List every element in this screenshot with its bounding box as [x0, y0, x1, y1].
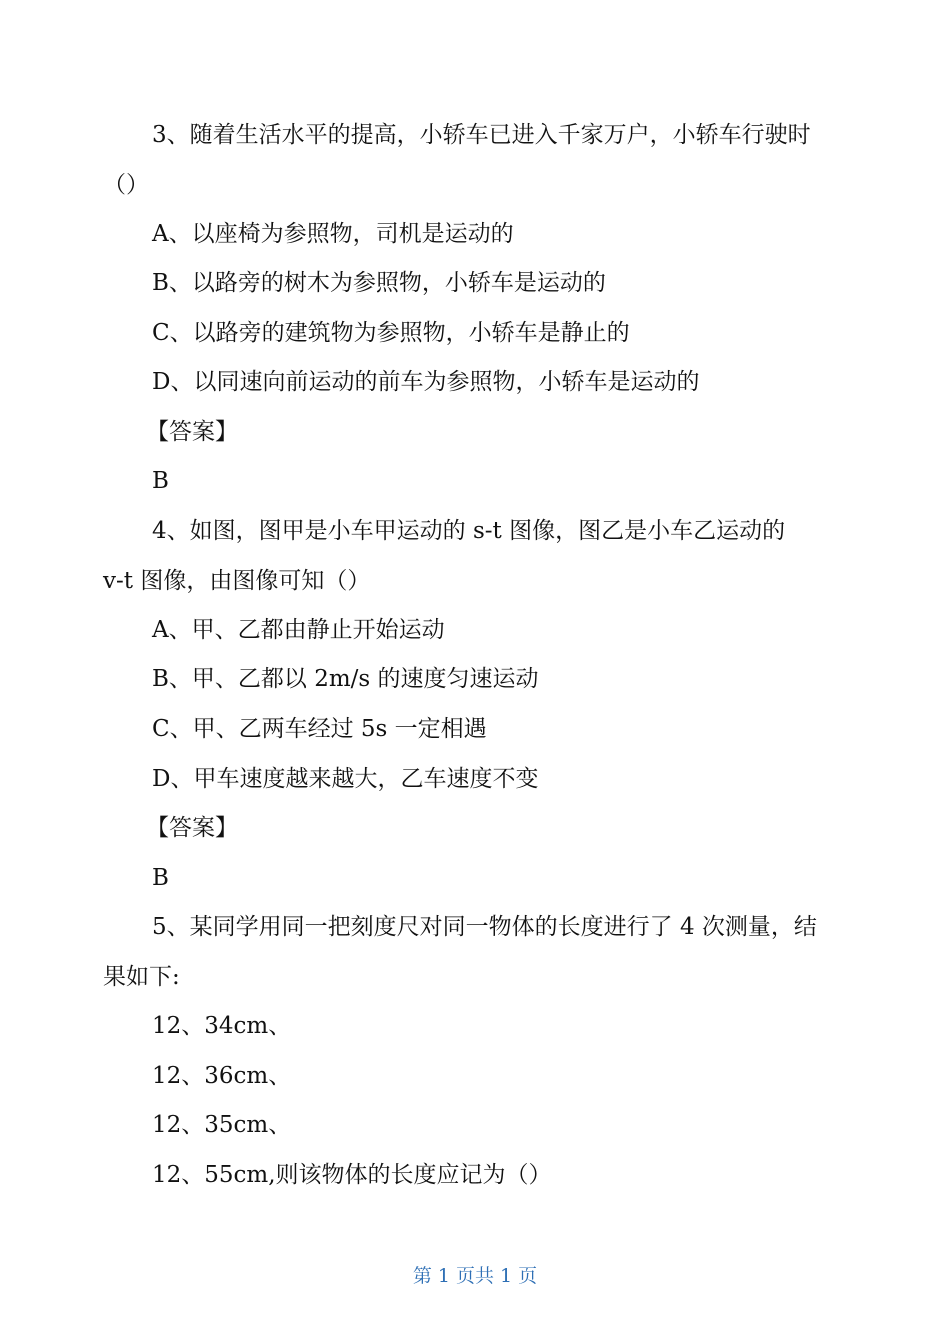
question-3-option-d: D、以同速向前运动的前车为参照物，小轿车是运动的 [152, 369, 700, 395]
question-3-answer: B [152, 468, 169, 494]
question-4-answer: B [152, 865, 169, 891]
question-4-option-d: D、甲车速度越来越大，乙车速度不变 [152, 766, 539, 792]
measurement-4-question: 12、55cm,则该物体的长度应记为（） [152, 1162, 552, 1188]
page-number-footer: 第 1 页共 1 页 [412, 1265, 538, 1287]
question-4-option-c: C、甲、乙两车经过 5s 一定相遇 [152, 716, 487, 742]
question-4-answer-heading: 【答案】 [146, 815, 238, 841]
measurement-2: 12、36cm、 [152, 1063, 292, 1089]
question-3-answer-heading: 【答案】 [146, 419, 238, 445]
question-3-stem: 3、随着生活水平的提高，小轿车已进入千家万户，小轿车行驶时 [152, 122, 811, 148]
question-3-option-c: C、以路旁的建筑物为参照物，小轿车是静止的 [152, 320, 630, 346]
question-4-stem: 4、如图，图甲是小车甲运动的 s-t 图像，图乙是小车乙运动的 [152, 518, 786, 544]
question-4-option-b: B、甲、乙都以 2m/s 的速度匀速运动 [152, 666, 539, 692]
question-3-option-a: A、以座椅为参照物，司机是运动的 [152, 221, 514, 247]
measurement-3: 12、35cm、 [152, 1112, 292, 1138]
question-4-option-a: A、甲、乙都由静止开始运动 [152, 617, 445, 643]
measurement-1: 12、34cm、 [152, 1013, 292, 1039]
question-4-stem-continued: v-t 图像，由图像可知（） [103, 568, 371, 594]
question-3-option-b: B、以路旁的树木为参照物，小轿车是运动的 [152, 270, 606, 296]
question-5-stem-continued: 果如下: [103, 964, 180, 990]
question-5-stem: 5、某同学用同一把刻度尺对同一物体的长度进行了 4 次测量，结 [152, 914, 817, 940]
question-3-stem-continued: （） [103, 172, 149, 198]
